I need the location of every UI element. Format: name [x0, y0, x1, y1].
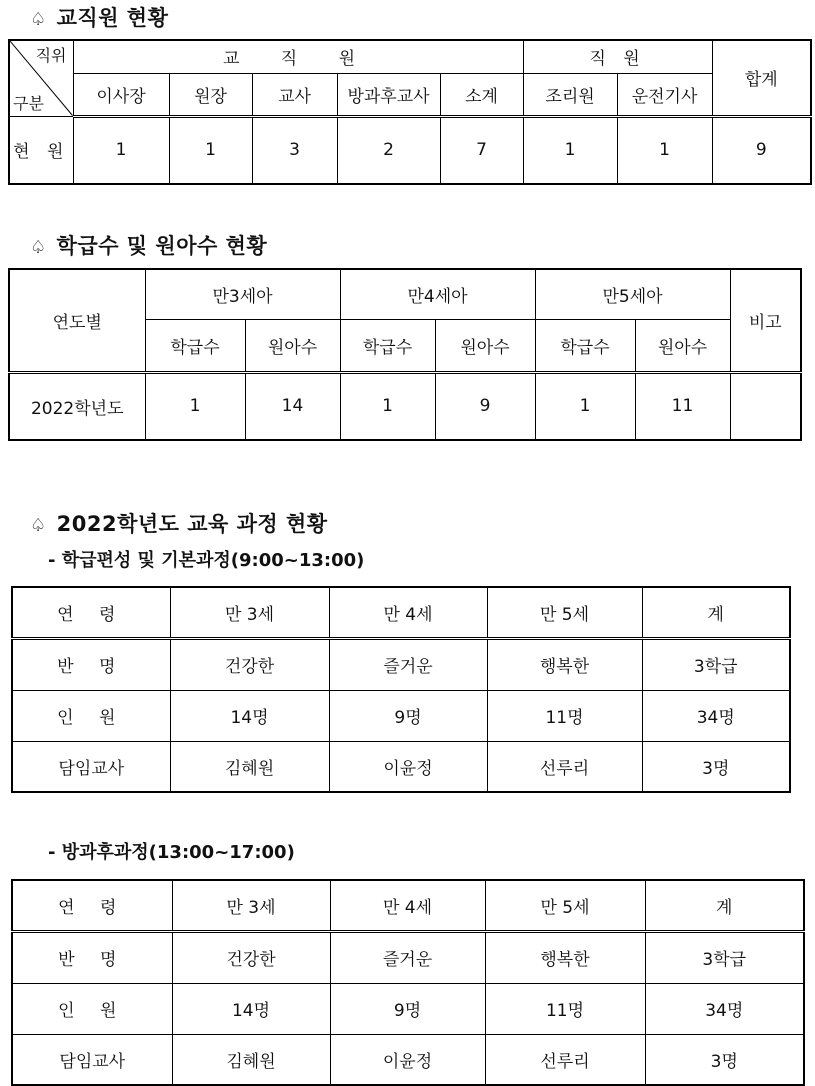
note-value: [730, 372, 801, 440]
basic-cell: 즐거운: [329, 638, 487, 690]
value-teacher: 3: [252, 116, 337, 184]
col-subtotal: 소계: [440, 73, 523, 116]
basic-row-label: 담임교사: [12, 741, 170, 792]
basic-header-age3: 만 3세: [170, 587, 329, 638]
age3-children-header: 원아수: [245, 319, 340, 372]
afterschool-cell: 9명: [330, 983, 485, 1034]
afterschool-cell: 14명: [172, 983, 330, 1034]
basic-cell: 3학급: [642, 638, 790, 690]
age5-children-value: 11: [635, 372, 730, 440]
spade-icon: ♤: [30, 515, 47, 536]
afterschool-header-age3: 만 3세: [172, 880, 330, 931]
staff-table: [8, 39, 812, 185]
total-header: 합계: [712, 40, 811, 116]
afterschool-course-table: [11, 879, 805, 1086]
col-afterschool-teacher: 방과후교사: [337, 73, 440, 116]
value-driver: 1: [617, 116, 712, 184]
age4-children-value: 9: [435, 372, 535, 440]
basic-header-age4: 만 4세: [329, 587, 487, 638]
row-label-current: 현 원: [9, 116, 73, 184]
staff-group-header: 교 직 원: [73, 40, 523, 73]
age5-children-header: 원아수: [635, 319, 730, 372]
afterschool-header-age4: 만 4세: [330, 880, 485, 931]
basic-row-label: 인 원: [12, 690, 170, 741]
curriculum-section-heading: [30, 508, 328, 538]
afterschool-cell: 이윤정: [330, 1034, 485, 1085]
age4-classes-header: 학급수: [340, 319, 435, 372]
year-header: 연도별: [9, 269, 145, 372]
afterschool-cell: 건강한: [172, 931, 330, 983]
age4-children-header: 원아수: [435, 319, 535, 372]
age5-classes-value: 1: [535, 372, 635, 440]
year-value: 2022학년도: [9, 372, 145, 440]
value-cook: 1: [523, 116, 617, 184]
value-total: 9: [712, 116, 811, 184]
afterschool-cell: 3명: [645, 1034, 804, 1085]
age5-group-header: 만5세아: [535, 269, 730, 319]
afterschool-cell: 김혜원: [172, 1034, 330, 1085]
afterschool-header-age: 연 령: [12, 880, 172, 931]
col-chairman: 이사장: [73, 73, 169, 116]
afterschool-cell: 3학급: [645, 931, 804, 983]
value-chairman: 1: [73, 116, 169, 184]
note-header: 비고: [730, 269, 801, 372]
basic-header-total: 계: [642, 587, 790, 638]
afterschool-cell: 즐거운: [330, 931, 485, 983]
basic-course-table: [11, 586, 791, 793]
value-director: 1: [169, 116, 252, 184]
value-afterschool-teacher: 2: [337, 116, 440, 184]
basic-cell: 34명: [642, 690, 790, 741]
age4-classes-value: 1: [340, 372, 435, 440]
position-label: 직위: [35, 46, 67, 65]
afterschool-row-label: 담임교사: [12, 1034, 172, 1085]
basic-cell: 이윤정: [329, 741, 487, 792]
class-count-table: [8, 268, 802, 441]
basic-header-age5: 만 5세: [487, 587, 642, 638]
col-cook: 조리원: [523, 73, 617, 116]
age3-classes-header: 학급수: [145, 319, 245, 372]
afterschool-cell: 선루리: [485, 1034, 645, 1085]
afterschool-header-age5: 만 5세: [485, 880, 645, 931]
col-driver: 운전기사: [617, 73, 712, 116]
afterschool-row-label: 반 명: [12, 931, 172, 983]
afterschool-header-total: 계: [645, 880, 804, 931]
basic-course-subtitle: - 학급편성 및 기본과정(9:00~13:00): [48, 550, 365, 571]
afterschool-cell: 34명: [645, 983, 804, 1034]
basic-cell: 건강한: [170, 638, 329, 690]
class-section-title: 학급수 및 원아수 현황: [56, 234, 268, 258]
age4-group-header: 만4세아: [340, 269, 535, 319]
staff-section-heading: [30, 2, 168, 32]
category-label: 구분: [13, 93, 44, 113]
spade-icon: ♤: [30, 237, 47, 258]
col-director: 원장: [169, 73, 252, 116]
basic-cell: 11명: [487, 690, 642, 741]
basic-cell: 9명: [329, 690, 487, 741]
afterschool-cell: 11명: [485, 983, 645, 1034]
afterschool-cell: 행복한: [485, 931, 645, 983]
basic-cell: 김혜원: [170, 741, 329, 792]
basic-cell: 행복한: [487, 638, 642, 690]
worker-group-header: 직 원: [523, 40, 712, 73]
col-teacher: 교사: [252, 73, 337, 116]
age3-children-value: 14: [245, 372, 340, 440]
age5-classes-header: 학급수: [535, 319, 635, 372]
staff-section-title: 교직원 현황: [56, 6, 169, 30]
afterschool-row-label: 인 원: [12, 983, 172, 1034]
basic-header-age: 연 령: [12, 587, 170, 638]
afterschool-course-subtitle: - 방과후과정(13:00~17:00): [48, 842, 295, 863]
class-section-heading: [30, 230, 267, 260]
curriculum-section-title: 2022학년도 교육 과정 현황: [56, 512, 328, 536]
diagonal-header-cell: [9, 40, 73, 116]
age3-group-header: 만3세아: [145, 269, 340, 319]
basic-cell: 14명: [170, 690, 329, 741]
basic-cell: 선루리: [487, 741, 642, 792]
age3-classes-value: 1: [145, 372, 245, 440]
spade-icon: ♤: [30, 9, 47, 30]
basic-cell: 3명: [642, 741, 790, 792]
value-subtotal: 7: [440, 116, 523, 184]
basic-row-label: 반 명: [12, 638, 170, 690]
